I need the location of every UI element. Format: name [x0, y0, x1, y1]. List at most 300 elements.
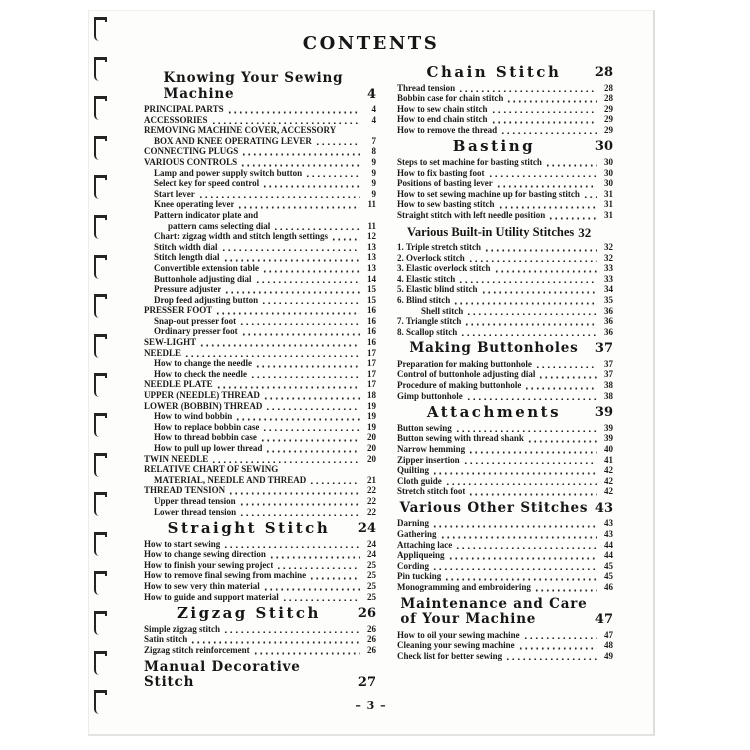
- toc-entry: [397, 306, 613, 317]
- toc-entry: [144, 210, 376, 221]
- dot-leader: [263, 588, 360, 591]
- dot-leader: [211, 461, 360, 464]
- toc-section-title-lines: Various Other Stitches: [399, 499, 589, 516]
- toc-entry: [397, 455, 613, 466]
- dot-leader: [239, 514, 360, 517]
- toc-entry-label: Attaching lace: [397, 539, 453, 550]
- toc-entry-label: Gimp buttonhole: [397, 390, 463, 401]
- dot-leader: [309, 482, 360, 485]
- dot-leader: [444, 578, 597, 581]
- dot-leader: [460, 334, 597, 337]
- dot-leader: [227, 111, 360, 114]
- toc-entry: [397, 640, 613, 651]
- dot-leader: [250, 376, 360, 379]
- dot-leader: [506, 100, 597, 103]
- toc-section-heading: [397, 405, 613, 421]
- toc-entry-page: 16: [367, 337, 376, 348]
- dot-leader: [262, 429, 360, 432]
- toc-entry: [144, 401, 376, 412]
- dot-leader: [445, 483, 597, 486]
- dot-leader: [505, 658, 597, 661]
- toc-entry: [144, 549, 376, 560]
- toc-entry: [397, 316, 613, 327]
- toc-entry-page: 17: [367, 379, 376, 390]
- dot-leader: [223, 546, 360, 549]
- toc-section-page: 24: [357, 521, 376, 537]
- toc-entry: [397, 125, 613, 136]
- toc-entry-page: 30: [604, 178, 613, 189]
- toc-entry: [144, 507, 376, 518]
- toc-entry-label: UPPER (NEEDLE) THREAD: [144, 390, 260, 401]
- dot-leader: [315, 143, 360, 146]
- toc-entry-page: 15: [367, 294, 376, 305]
- toc-entry: [144, 475, 376, 486]
- toc-entry: [397, 476, 613, 487]
- dot-leader: [500, 132, 597, 135]
- toc-entry-label: THREAD TENSION: [144, 485, 226, 496]
- toc-entry-label: Stretch stitch foot: [397, 486, 466, 497]
- toc-entry-page: 17: [367, 368, 376, 379]
- toc-entry-label: How to sew chain stitch: [397, 103, 488, 114]
- dot-leader: [261, 302, 360, 305]
- toc-entry-page: 26: [367, 634, 376, 645]
- toc-entry: [144, 454, 376, 465]
- toc-entry-label: 6. Blind stitch: [397, 295, 451, 305]
- toc-entry-label: LOWER (BOBBIN) THREAD: [144, 400, 263, 411]
- toc-section-title-lines: Knowing Your Sewing Machine: [163, 70, 344, 102]
- toc-entry-label: Lower thread tension: [154, 506, 237, 517]
- toc-section-heading: [144, 521, 376, 537]
- toc-entry-page: 9: [371, 156, 376, 167]
- dot-leader: [211, 122, 360, 125]
- toc-entry-label: Cording: [397, 560, 430, 571]
- toc-entry: [144, 422, 376, 433]
- toc-entry-label: VARIOUS CONTROLS: [144, 156, 238, 167]
- toc-entry-page: 36: [604, 316, 613, 327]
- toc-entry-label: How to check the needle: [154, 368, 247, 379]
- toc-entry-page: 11: [367, 220, 376, 231]
- dot-leader: [432, 568, 597, 571]
- dot-leader: [432, 525, 597, 528]
- toc-entry-page: 32: [604, 242, 613, 253]
- toc-entry-page: 34: [604, 284, 613, 295]
- toc-entry-label: Start lever: [154, 188, 195, 199]
- toc-entry: [144, 432, 376, 443]
- toc-entry: [397, 157, 613, 168]
- toc-entry-label: SEW-LIGHT: [144, 337, 197, 348]
- dot-leader: [239, 323, 360, 326]
- dot-leader: [309, 577, 360, 580]
- dot-leader: [262, 270, 360, 273]
- binding-ring-icon: [94, 255, 107, 279]
- dot-leader: [440, 536, 598, 539]
- dot-leader: [184, 355, 360, 358]
- binding-ring-icon: [94, 136, 107, 160]
- toc-entry: [397, 104, 613, 115]
- toc-entry-label: NEEDLE PLATE: [144, 379, 213, 390]
- toc-section-title-lines: Zigzag Stitch: [176, 604, 321, 623]
- toc-entry-label: Button sewing with thread shank: [397, 433, 524, 444]
- toc-section-title: [397, 501, 591, 517]
- toc-entry: [144, 146, 376, 157]
- toc-entry-page: 41: [604, 454, 613, 465]
- toc-entry-label: Pattern indicator plate and: [154, 209, 259, 220]
- toc-entry-label: How to finish your sewing project: [144, 559, 274, 570]
- toc-entry-page: 11: [367, 199, 376, 210]
- dot-leader: [198, 196, 360, 199]
- toc-section-heading: [144, 71, 376, 102]
- binding-ring-icon: [94, 651, 107, 675]
- toc-entry-label: Select key for speed control: [154, 178, 260, 189]
- binding-ring-icon: [94, 373, 107, 397]
- toc-entry-page: 44: [604, 550, 613, 561]
- toc-entry-label: How to oil your sewing machine: [397, 629, 520, 640]
- toc-entry-label: How to remove final sewing from machine: [144, 570, 307, 581]
- toc-entry: [397, 380, 613, 391]
- dot-leader: [466, 398, 597, 401]
- toc-entry-page: 20: [367, 443, 376, 453]
- toc-section-page: 30: [594, 139, 613, 155]
- toc-section-heading: [397, 139, 613, 155]
- toc-entry: [144, 231, 376, 242]
- toc-entry-page: 48: [604, 640, 613, 651]
- toc-entry-label: REMOVING MACHINE COVER, ACCESSORY: [144, 125, 337, 136]
- dot-leader: [583, 196, 597, 199]
- toc-entry: [144, 305, 376, 316]
- toc-section-heading: [144, 660, 376, 691]
- toc-entry: [144, 168, 376, 179]
- toc-section-page: 4: [366, 86, 376, 102]
- dot-leader: [269, 556, 360, 559]
- toc-entry-label: TWIN NEEDLE: [144, 453, 209, 464]
- toc-entry-page: 20: [367, 453, 376, 464]
- toc-entry-label: Button sewing: [397, 422, 452, 433]
- toc-entry: [144, 242, 376, 253]
- toc-entry-label: pattern cams selecting dial: [168, 220, 271, 231]
- toc-entry: [144, 485, 376, 496]
- dot-leader: [276, 567, 360, 570]
- dot-leader: [263, 397, 360, 400]
- toc-entry: [397, 561, 613, 572]
- dot-leader: [265, 408, 360, 411]
- toc-entry: [397, 391, 613, 402]
- toc-entry-label: Thread tension: [397, 82, 456, 93]
- dot-leader: [498, 206, 597, 209]
- toc-entry-page: 9: [371, 188, 376, 199]
- toc-entry-label: RELATIVE CHART OF SEWING: [144, 464, 279, 475]
- toc-entry-page: 14: [367, 273, 376, 284]
- dot-leader: [491, 111, 598, 114]
- toc-section-title: [397, 597, 591, 628]
- toc-entry: [144, 115, 376, 126]
- toc-entry: [397, 582, 613, 593]
- dot-leader: [190, 641, 360, 644]
- toc-entry-page: 29: [604, 124, 613, 135]
- toc-entry: [144, 390, 376, 401]
- dot-leader: [282, 599, 360, 602]
- toc-entry-label: Zipper insertion: [397, 454, 460, 465]
- toc-entry-page: 37: [604, 369, 613, 380]
- toc-entry-label: How to change the needle: [154, 358, 252, 369]
- toc-section-page: 39: [594, 405, 613, 421]
- toc-section-heading: [397, 65, 613, 81]
- dot-leader: [494, 270, 598, 273]
- dot-leader: [223, 259, 360, 262]
- toc-entry-page: 20: [367, 432, 376, 443]
- toc-entry-label: Preparation for making buttonhole: [397, 358, 532, 369]
- toc-entry: [397, 540, 613, 551]
- dot-leader: [305, 175, 360, 178]
- toc-entry: [397, 263, 613, 274]
- dot-leader: [260, 439, 360, 442]
- toc-section: [397, 65, 613, 135]
- toc-entry-label: How to guide and support material: [144, 591, 279, 602]
- dot-leader: [458, 90, 597, 93]
- dot-leader: [534, 589, 597, 592]
- toc-entry-label: 5. Elastic blind stitch: [397, 284, 478, 295]
- dot-leader: [538, 376, 597, 379]
- toc-entry-page: 43: [604, 518, 613, 529]
- dot-leader: [241, 333, 360, 336]
- toc-section: [397, 405, 613, 497]
- toc-entry: [397, 253, 613, 264]
- page-number: – 3 –: [355, 699, 387, 712]
- toc-entry-page: 19: [367, 400, 376, 411]
- toc-entry: [144, 496, 376, 507]
- toc-entry-page: 31: [604, 188, 613, 199]
- toc-entry: [397, 550, 613, 561]
- toc-entry: [397, 295, 613, 306]
- dot-leader: [241, 153, 360, 156]
- toc-entry: [144, 284, 376, 295]
- toc-entry-page: 45: [604, 560, 613, 571]
- toc-entry: [397, 210, 613, 221]
- toc-entry-page: 9: [371, 167, 376, 178]
- toc-entry-page: 39: [604, 433, 613, 444]
- toc-entry-page: 28: [604, 93, 613, 104]
- toc-entry-label: How to thread bobbin case: [154, 432, 257, 443]
- toc-column-right: [397, 65, 613, 661]
- toc-entry-label: ACCESSORIES: [144, 114, 208, 125]
- toc-entry-page: 9: [371, 178, 376, 189]
- toc-entry-page: 30: [604, 167, 613, 178]
- toc-section: [397, 501, 613, 593]
- toc-section-title: [397, 405, 591, 421]
- toc-entry: [397, 178, 613, 189]
- dot-leader: [223, 631, 360, 634]
- toc-entry-label: PRINCIPAL PARTS: [144, 104, 224, 114]
- toc-entry-page: 21: [367, 474, 376, 485]
- toc-section-page: 47: [594, 612, 613, 628]
- toc-entry-label: Cleaning your sewing machine: [397, 640, 515, 651]
- toc-entry: [397, 518, 613, 529]
- toc-entry-label: How to sew very thin material: [144, 581, 260, 592]
- dot-leader: [253, 652, 360, 655]
- toc-section-title-lines: Chain Stitch: [426, 63, 562, 81]
- toc-entry-page: 17: [367, 358, 376, 369]
- toc-entry-page: 22: [367, 485, 376, 496]
- toc-entry: [397, 369, 613, 380]
- toc-entry: [397, 486, 613, 497]
- toc-entry: [144, 560, 376, 571]
- dot-leader: [273, 228, 360, 231]
- toc-entry-page: 19: [367, 411, 376, 422]
- toc-entry: [144, 348, 376, 359]
- page-title: CONTENTS: [302, 33, 440, 54]
- toc-entry: [397, 465, 613, 476]
- toc-section-title-lines: Manual Decorative Stitch: [144, 658, 301, 690]
- toc-entry-page: 31: [604, 199, 613, 210]
- toc-entry: [397, 423, 613, 434]
- toc-entry: [397, 571, 613, 582]
- toc-section-title-lines: Making Buttonholes: [409, 340, 579, 357]
- dot-leader: [548, 217, 597, 220]
- toc-entry: [144, 645, 376, 656]
- toc-section: [144, 521, 376, 602]
- toc-entry: [397, 274, 613, 285]
- dot-leader: [432, 472, 597, 475]
- toc-entry-label: Pin tucking: [397, 571, 442, 582]
- toc-entry-page: 36: [604, 326, 613, 337]
- toc-entry: [144, 326, 376, 337]
- dot-leader: [455, 547, 597, 550]
- toc-entry-label: Ordinary presser foot: [154, 326, 238, 337]
- toc-entry-page: 15: [367, 284, 376, 295]
- toc-section: [397, 597, 613, 662]
- toc-section: [397, 225, 613, 338]
- toc-entry-label: Shell stitch: [421, 305, 464, 316]
- toc-entry-page: 24: [367, 538, 376, 549]
- toc-entry: [397, 83, 613, 94]
- toc-entry-page: 26: [367, 623, 376, 634]
- toc-entry-label: Straight stitch with left needle position: [397, 209, 546, 220]
- toc-entry: [144, 581, 376, 592]
- dot-leader: [545, 164, 597, 167]
- toc-entry: [144, 199, 376, 210]
- toc-entry: [144, 263, 376, 274]
- dot-leader: [463, 462, 597, 465]
- toc-entry-label: 2. Overlock stitch: [397, 252, 465, 263]
- toc-entry-label: Stitch width dial: [154, 241, 218, 252]
- toc-entry-page: 38: [604, 380, 613, 391]
- toc-entry-page: 42: [604, 465, 613, 476]
- toc-entry: [144, 221, 376, 232]
- dot-leader: [262, 185, 360, 188]
- toc-entry: [144, 570, 376, 581]
- dot-leader: [221, 249, 360, 252]
- dot-leader: [468, 260, 597, 263]
- dot-leader: [240, 164, 360, 167]
- toc-entry: [144, 337, 376, 348]
- toc-entry: [144, 539, 376, 550]
- toc-entry-label: Check list for better sewing: [397, 650, 503, 661]
- dot-leader: [481, 291, 597, 294]
- toc-entry-label: MATERIAL, NEEDLE AND THREAD: [154, 474, 307, 485]
- toc-entry-label: 3. Elastic overlock stitch: [397, 263, 491, 274]
- toc-entry-label: Steps to set machine for basting stitch: [397, 156, 542, 167]
- dot-leader: [484, 249, 597, 252]
- toc-entry-label: Lamp and power supply switch button: [154, 167, 303, 178]
- toc-section-title: [397, 341, 591, 357]
- dot-leader: [488, 175, 598, 178]
- toc-entry-page: 39: [604, 422, 613, 433]
- toc-entry-label: Appliqueing: [397, 550, 445, 561]
- dot-leader: [535, 366, 597, 369]
- toc-entry-page: 42: [604, 475, 613, 486]
- toc-entry: [397, 529, 613, 540]
- toc-entry-label: BOX AND KNEE OPERATING LEVER: [154, 135, 312, 146]
- binding-ring-icon: [94, 96, 107, 120]
- dot-leader: [468, 451, 597, 454]
- toc-entry-label: How to replace bobbin case: [154, 421, 260, 432]
- toc-section: [144, 660, 376, 691]
- dot-leader: [224, 291, 360, 294]
- toc-section: [397, 341, 613, 401]
- toc-entry-page: 30: [604, 156, 613, 167]
- toc-entry-page: 26: [367, 644, 376, 655]
- toc-entry-label: 8. Scallop stitch: [397, 326, 458, 337]
- toc-section-title-lines: Attachments: [426, 403, 562, 422]
- dot-leader: [527, 440, 597, 443]
- dot-leader: [235, 418, 360, 421]
- binding-ring-icon: [94, 611, 107, 635]
- toc-section-title-lines: Straight Stitch: [167, 519, 331, 538]
- toc-entry: [397, 651, 613, 662]
- toc-section-heading: [397, 501, 613, 517]
- dot-leader: [458, 281, 597, 284]
- toc-entry-page: 16: [367, 326, 376, 337]
- toc-entry: [144, 411, 376, 422]
- manual-page: [88, 10, 655, 736]
- binding-ring-icon: [94, 532, 107, 556]
- toc-entry: [144, 358, 376, 369]
- toc-entry: [144, 379, 376, 390]
- binding-ring-icon: [94, 334, 107, 358]
- toc-entry-label: Simple zigzag stitch: [144, 623, 220, 634]
- dot-leader: [523, 637, 597, 640]
- toc-entry: [144, 624, 376, 635]
- toc-entry: [144, 464, 376, 475]
- dot-leader: [265, 450, 360, 453]
- toc-section-title: [144, 521, 354, 537]
- toc-entry-label: Upper thread tension: [154, 495, 236, 506]
- toc-entry-page: 19: [367, 421, 376, 432]
- toc-entry: [144, 274, 376, 285]
- toc-entry: [397, 284, 613, 295]
- toc-entry-page: 42: [604, 486, 613, 497]
- toc-section-title: [397, 139, 591, 155]
- toc-section: [397, 139, 613, 220]
- toc-section-heading: [397, 341, 613, 357]
- toc-section-page: 37: [594, 341, 613, 357]
- toc-entry-label: Cloth guide: [397, 475, 442, 486]
- toc-entry: [144, 252, 376, 263]
- toc-entry-label: Buttonhole adjusting dial: [154, 273, 252, 284]
- toc-entry-page: 25: [367, 559, 376, 570]
- toc-entry-page: 44: [604, 539, 613, 550]
- toc-entry-page: 38: [604, 390, 613, 401]
- dot-leader: [491, 121, 597, 124]
- dot-leader: [448, 557, 597, 560]
- toc-section-title-lines: Various Built-in Utility Stitches: [407, 224, 575, 239]
- toc-entry-page: 45: [604, 571, 613, 582]
- toc-section-title-lines: Basting: [452, 137, 536, 156]
- toc-entry: [144, 178, 376, 189]
- toc-entry-page: 7: [371, 135, 376, 146]
- toc-entry-label: 4. Elastic stitch: [397, 273, 456, 284]
- toc-entry: [144, 443, 376, 454]
- toc-entry-page: 16: [367, 315, 376, 326]
